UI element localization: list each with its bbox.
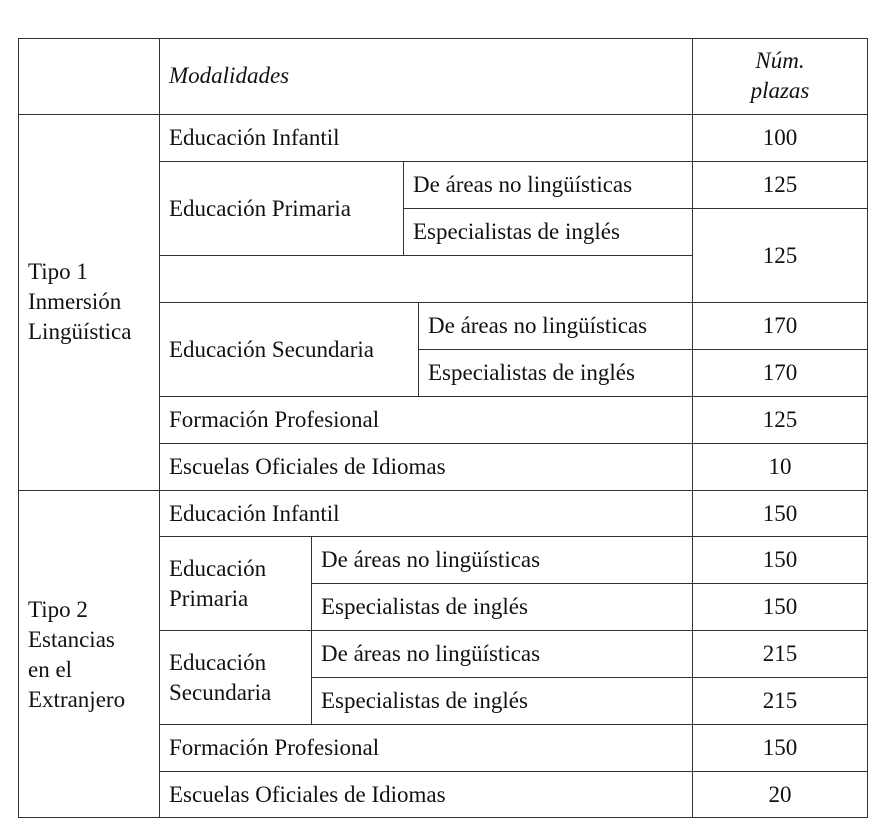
tipo2-infantil-plazas (692, 491, 868, 536)
cell-text-line1: Educación (169, 649, 267, 675)
tipo2-label-line4: Extranjero (28, 687, 126, 712)
cell-text: Especialistas de inglés (321, 688, 528, 713)
cell-text: Escuelas Oficiales de Idiomas (169, 781, 446, 807)
cell-value: 20 (768, 781, 792, 807)
tipo1-primaria-ingles-label (403, 209, 692, 255)
cell-value: 100 (762, 125, 798, 150)
tipo1-label-line2: Inmersión (28, 289, 122, 314)
tipo1-secundaria-ingles-label (418, 350, 692, 396)
cell-text: Formación Profesional (169, 735, 380, 760)
cell-text-line1: Educación (169, 555, 267, 581)
tipo2-label-line2: Estancias (28, 627, 115, 652)
tipo1-secundaria-label (159, 303, 418, 396)
header-num-plazas (692, 38, 868, 114)
tipo1-primaria-label (159, 162, 403, 255)
tipo2-eoi-plazas (692, 772, 868, 817)
cell-value: 170 (762, 360, 798, 385)
tipo2-primaria-ingles-label (311, 584, 692, 630)
tipo2-primaria-noling-plazas (692, 537, 868, 583)
tipo2-secundaria-label (159, 631, 311, 724)
cell-value: 215 (762, 641, 798, 666)
tipo1-secundaria-noling-label (418, 303, 692, 349)
cell-value: 125 (762, 242, 798, 268)
cell-value: 150 (762, 735, 798, 760)
tipo2-fp-plazas (692, 725, 868, 771)
tipo2-secundaria-ingles-plazas (692, 678, 868, 724)
cell-text: De áreas no lingüísticas (321, 547, 541, 572)
cell-text-line2: Primaria (169, 585, 249, 611)
tipo2-secundaria-ingles-label (311, 678, 692, 724)
rule (159, 255, 692, 256)
tipo2-label (18, 594, 159, 716)
tipo2-fp-label (159, 725, 692, 771)
cell-text: Especialistas de inglés (428, 360, 635, 385)
header-num-line1: Núm. (755, 48, 805, 73)
tipo1-infantil-label (159, 115, 692, 161)
tipo2-infantil-label (159, 491, 692, 536)
tipo1-primaria-ingles-plazas (692, 209, 868, 302)
cell-text: Educación Secundaria (169, 336, 374, 362)
tipo2-secundaria-noling-label (311, 631, 692, 677)
tipo1-eoi-plazas (692, 444, 868, 490)
tipo1-primaria-noling-label (403, 162, 692, 208)
cell-value: 125 (762, 172, 798, 197)
cell-text: De áreas no lingüísticas (428, 313, 648, 338)
tipo1-fp-label (159, 397, 692, 443)
cell-text: Educación Infantil (169, 500, 340, 526)
tipo1-eoi-label (159, 444, 692, 490)
cell-text: Educación Primaria (169, 195, 352, 221)
cell-text: Formación Profesional (169, 407, 380, 432)
rule-bottom (18, 817, 868, 818)
tipo1-secundaria-noling-plazas (692, 303, 868, 349)
cell-value: 10 (768, 454, 792, 479)
cell-text: Especialistas de inglés (321, 594, 528, 619)
tipo2-label-line1: Tipo 2 (28, 597, 88, 622)
tipo2-primaria-label (159, 537, 311, 630)
cell-text: Escuelas Oficiales de Idiomas (169, 454, 446, 479)
cell-value: 150 (762, 594, 798, 619)
header-modalidades-text: Modalidades (169, 63, 290, 88)
cell-value: 215 (762, 688, 798, 713)
cell-value: 170 (762, 313, 798, 338)
tipo1-primaria-noling-plazas (692, 162, 868, 208)
cell-text: Especialistas de inglés (413, 219, 620, 244)
cell-value: 125 (762, 407, 798, 432)
cell-text-line2: Secundaria (169, 679, 272, 705)
tipo1-label (18, 257, 159, 347)
tipo2-label-line3: en el (28, 657, 73, 682)
cell-text: De áreas no lingüísticas (413, 172, 633, 197)
tipo1-secundaria-ingles-plazas (692, 350, 868, 396)
tipo1-label-line1: Tipo 1 (28, 259, 88, 284)
tipo2-primaria-noling-label (311, 537, 692, 583)
tipo1-fp-plazas (692, 397, 868, 443)
header-num-line2: plazas (750, 78, 810, 103)
tipo1-label-line3: Lingüística (28, 319, 132, 344)
tipo2-primaria-ingles-plazas (692, 584, 868, 630)
tipo2-secundaria-noling-plazas (692, 631, 868, 677)
tipo1-infantil-plazas (692, 115, 868, 161)
cell-value: 150 (762, 547, 798, 572)
tipo2-eoi-label (159, 772, 692, 817)
cell-text: De áreas no lingüísticas (321, 641, 541, 666)
header-modalidades (159, 38, 692, 114)
plazas-table (18, 38, 868, 818)
cell-value: 150 (762, 500, 798, 526)
cell-text: Educación Infantil (169, 125, 340, 150)
